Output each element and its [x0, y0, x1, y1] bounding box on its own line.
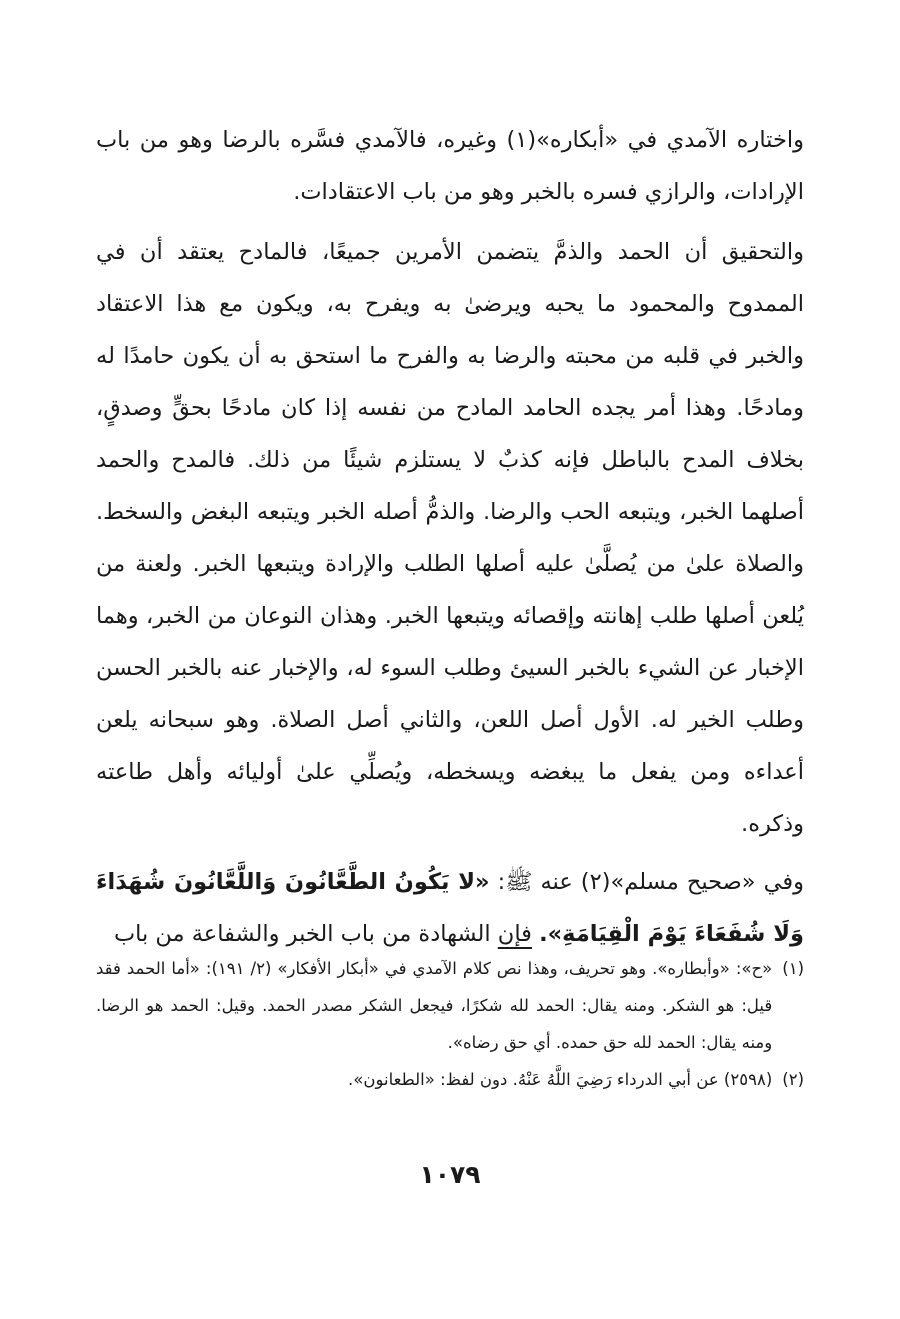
paragraph-3-lead: وفي «صحيح مسلم»(٢) عنه ﷺ: [489, 869, 804, 895]
main-text [96, 114, 804, 960]
paragraph-2: والتحقيق أن الحمد والذمَّ يتضمن الأمرين جميعًا، فالمادح يعتقد أن في الممدوح والمحمود ما يحبه ويرضىٰ به ويفرح به، ويكون مع هذا الاعتقاد والخبر في قلبه من محبته والرضا به والفرح ما استحق به أن يكون حامدًا له ومادحًا. وهذا أمر يجده الحامد المادح من نفسه إذا كان مادحًا بحقٍّ وصدقٍ، بخلاف المدح بالباطل فإنه كذبٌ لا يستلزم شيئًا من ذلك. فالمدح والحمد أصلهما الخبر، ويتبعه الحب والرضا. والذمُّ أصله الخبر ويتبعه البغض والسخط. والصلاة علىٰ من يُصلَّىٰ عليه أصلها الطلب والإرادة ويتبعها الخبر. ولعنة من يُلعن أصلها طلب إهانته وإقصائه ويتبعها الخبر. وهذان النوعان من الخبر، وهما الإخبار عن الشيء بالخبر السيئ وطلب السوء له، والإخبار عنه بالخبر الحسن وطلب الخير له. الأول أصل اللعن، والثاني أصل الصلاة. وهو سبحانه يلعن أعداءه ومن يفعل ما يبغضه ويسخطه، ويُصلِّي علىٰ أوليائه وأهل طاعته وذكره. [96, 239, 804, 837]
paragraph-3 [96, 856, 804, 960]
footnote-1-number: (١) [782, 959, 804, 978]
footnotes [96, 950, 804, 1098]
footnote-1 [96, 950, 804, 1061]
footnote-2 [96, 1061, 804, 1098]
page-number: ١٠٧٩ [419, 1160, 481, 1189]
paragraph-3-tail: الشهادة من باب الخبر والشفاعة من باب [113, 921, 498, 947]
footnote-2-number: (٢) [782, 1070, 804, 1089]
paragraph-1: واختاره الآمدي في «أبكاره»(١) وغيره، فالآمدي فسَّره بالرضا وهو من باب الإرادات، والرازي فسره بالخبر وهو من باب الاعتقادات. [96, 127, 804, 205]
footnote-1-text: «ح»: «وأبطاره». وهو تحريف، وهذا نص كلام الآمدي في «أبكار الأفكار» (٢/ ١٩١): «أما الحمد فقد قيل: هو الشكر. ومنه يقال: الحمد لله شكرًا، فيجعل الشكر مصدر الحمد. وقيل: الحمد هو الرضا. ومنه يقال: الحمد لله حق حمده. أي حق رضاه». [96, 959, 773, 1052]
hadith-quote: «لا يَكُونُ الطَّعَّانُونَ وَاللَّعَّانُونَ شُهَدَاءَ وَلَا شُفَعَاءَ يَوْمَ الْقِيَامَةِ». [96, 869, 804, 947]
footnote-2-text: (٢٥٩٨) عن أبي الدرداء رَضِيَ اللَّهُ عَنْهُ. دون لفظ: «الطعانون». [348, 1070, 773, 1089]
underlined-word: فإن [497, 921, 532, 947]
